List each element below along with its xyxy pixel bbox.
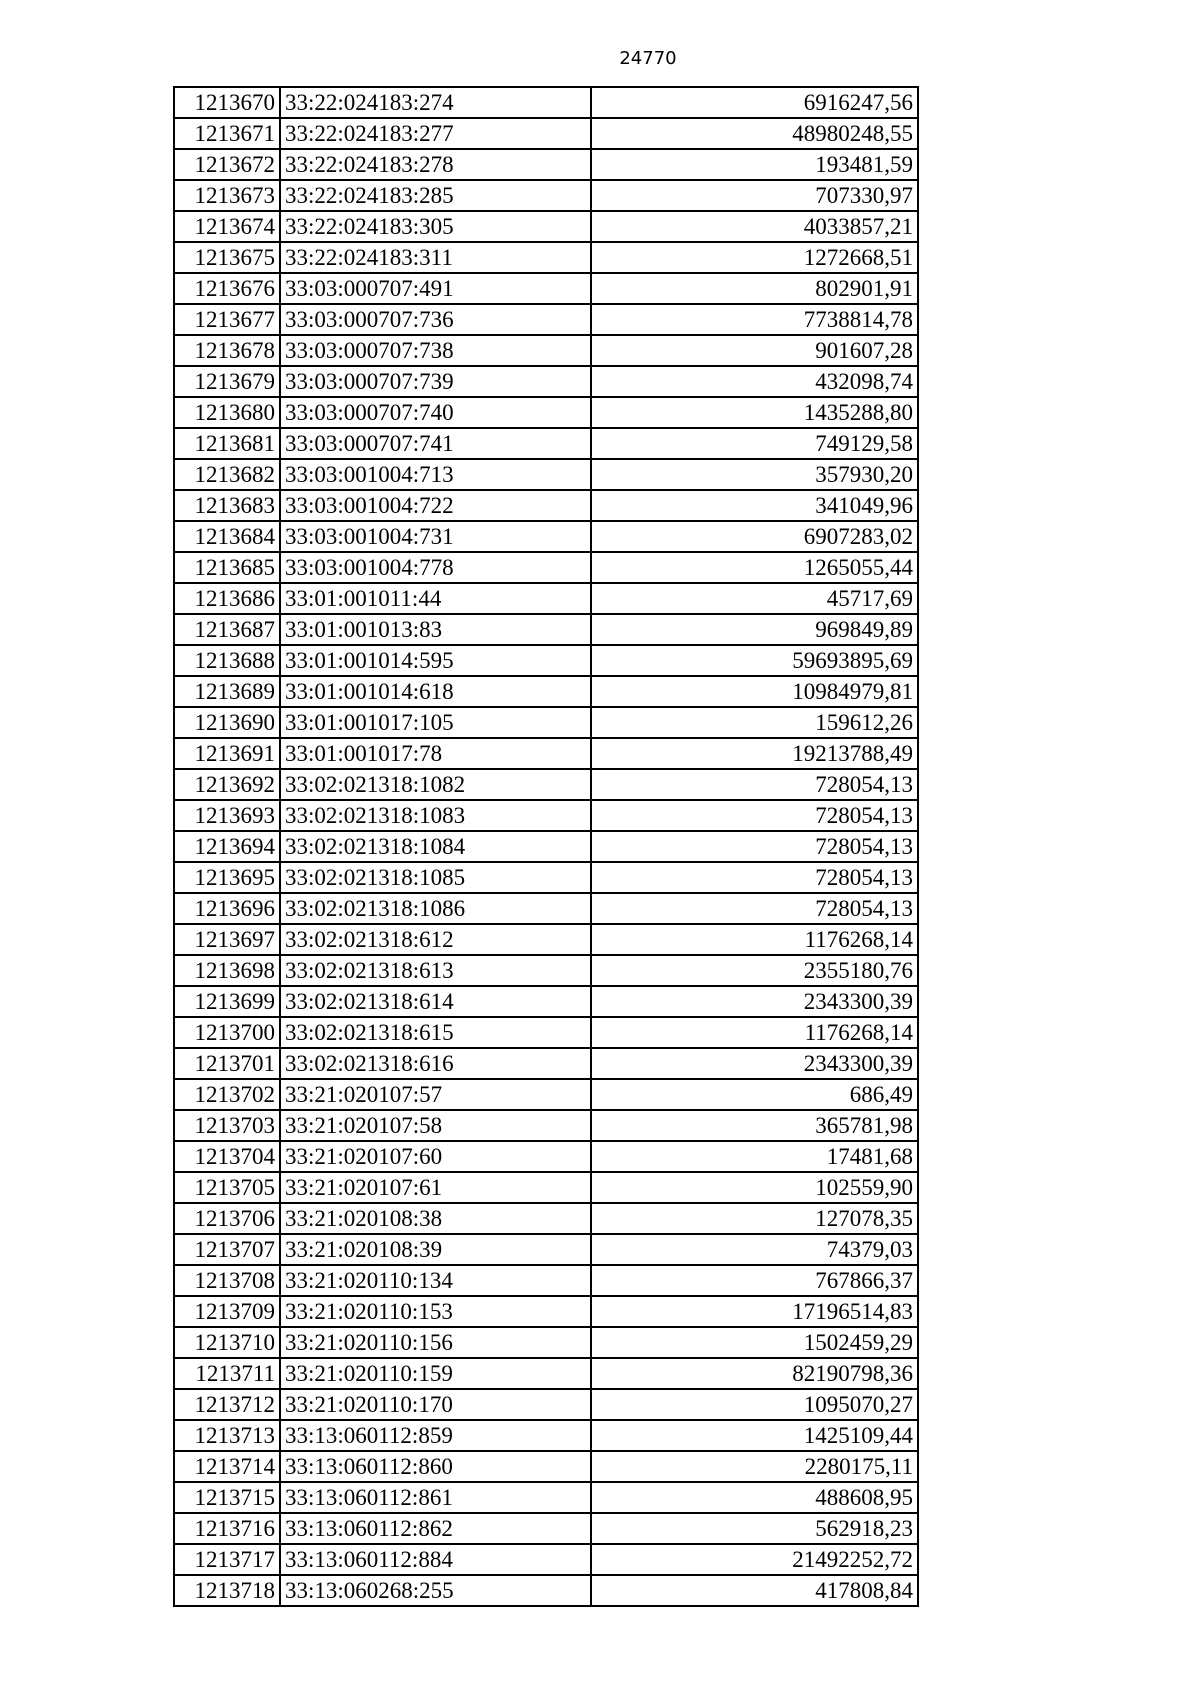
cadastral-number-cell: 33:03:000707:738	[280, 335, 591, 366]
cadastral-value-cell: 4033857,21	[591, 211, 918, 242]
cadastral-value-cell: 1502459,29	[591, 1327, 918, 1358]
cadastral-value-cell: 74379,03	[591, 1234, 918, 1265]
row-id-cell: 1213701	[174, 1048, 280, 1079]
cadastral-number-cell: 33:13:060112:861	[280, 1482, 591, 1513]
cadastral-value-cell: 2280175,11	[591, 1451, 918, 1482]
cadastral-number-cell: 33:02:021318:616	[280, 1048, 591, 1079]
row-id-cell: 1213705	[174, 1172, 280, 1203]
cadastral-number-cell: 33:03:000707:739	[280, 366, 591, 397]
table-row	[174, 1203, 918, 1234]
cadastral-value-cell: 2343300,39	[591, 986, 918, 1017]
cadastral-value-cell: 19213788,49	[591, 738, 918, 769]
row-id-cell: 1213681	[174, 428, 280, 459]
table-row	[174, 955, 918, 986]
row-id-cell: 1213687	[174, 614, 280, 645]
table-row	[174, 149, 918, 180]
row-id-cell: 1213707	[174, 1234, 280, 1265]
row-id-cell: 1213686	[174, 583, 280, 614]
table-row	[174, 459, 918, 490]
row-id-cell: 1213693	[174, 800, 280, 831]
row-id-cell: 1213694	[174, 831, 280, 862]
cadastral-value-cell: 901607,28	[591, 335, 918, 366]
table-row	[174, 1482, 918, 1513]
row-id-cell: 1213670	[174, 87, 280, 118]
cadastral-value-cell: 6907283,02	[591, 521, 918, 552]
cadastral-number-cell: 33:21:020110:170	[280, 1389, 591, 1420]
table-row	[174, 1141, 918, 1172]
table-row	[174, 800, 918, 831]
table-row	[174, 831, 918, 862]
row-id-cell: 1213682	[174, 459, 280, 490]
cadastral-value-cell: 1176268,14	[591, 1017, 918, 1048]
row-id-cell: 1213700	[174, 1017, 280, 1048]
cadastral-number-cell: 33:03:000707:740	[280, 397, 591, 428]
row-id-cell: 1213708	[174, 1265, 280, 1296]
cadastral-number-cell: 33:21:020107:57	[280, 1079, 591, 1110]
cadastral-number-cell: 33:01:001017:105	[280, 707, 591, 738]
row-id-cell: 1213711	[174, 1358, 280, 1389]
cadastral-value-cell: 728054,13	[591, 831, 918, 862]
cadastral-number-cell: 33:03:001004:778	[280, 552, 591, 583]
table-row	[174, 769, 918, 800]
cadastral-value-cell: 1095070,27	[591, 1389, 918, 1420]
row-id-cell: 1213674	[174, 211, 280, 242]
row-id-cell: 1213685	[174, 552, 280, 583]
cadastral-number-cell: 33:13:060112:862	[280, 1513, 591, 1544]
table-row	[174, 397, 918, 428]
cadastral-value-cell: 728054,13	[591, 769, 918, 800]
row-id-cell: 1213678	[174, 335, 280, 366]
cadastral-number-cell: 33:22:024183:274	[280, 87, 591, 118]
row-id-cell: 1213714	[174, 1451, 280, 1482]
row-id-cell: 1213679	[174, 366, 280, 397]
row-id-cell: 1213713	[174, 1420, 280, 1451]
cadastral-number-cell: 33:21:020110:153	[280, 1296, 591, 1327]
cadastral-value-cell: 102559,90	[591, 1172, 918, 1203]
table-row	[174, 986, 918, 1017]
row-id-cell: 1213677	[174, 304, 280, 335]
cadastral-number-cell: 33:21:020108:38	[280, 1203, 591, 1234]
row-id-cell: 1213703	[174, 1110, 280, 1141]
cadastral-value-cell: 7738814,78	[591, 304, 918, 335]
table-row	[174, 924, 918, 955]
table-row	[174, 1420, 918, 1451]
cadastral-number-cell: 33:13:060112:884	[280, 1544, 591, 1575]
table-row	[174, 521, 918, 552]
table-row	[174, 1544, 918, 1575]
cadastral-number-cell: 33:03:000707:491	[280, 273, 591, 304]
table-row	[174, 1296, 918, 1327]
cadastral-value-cell: 10984979,81	[591, 676, 918, 707]
cadastral-number-cell: 33:02:021318:1084	[280, 831, 591, 862]
cadastral-value-cell: 21492252,72	[591, 1544, 918, 1575]
table-row	[174, 1358, 918, 1389]
cadastral-number-cell: 33:21:020110:159	[280, 1358, 591, 1389]
cadastral-value-cell: 417808,84	[591, 1575, 918, 1606]
row-id-cell: 1213673	[174, 180, 280, 211]
cadastral-value-cell: 969849,89	[591, 614, 918, 645]
cadastral-value-cell: 802901,91	[591, 273, 918, 304]
cadastral-number-cell: 33:02:021318:614	[280, 986, 591, 1017]
cadastral-number-cell: 33:22:024183:277	[280, 118, 591, 149]
cadastral-value-cell: 59693895,69	[591, 645, 918, 676]
row-id-cell: 1213696	[174, 893, 280, 924]
row-id-cell: 1213702	[174, 1079, 280, 1110]
row-id-cell: 1213676	[174, 273, 280, 304]
row-id-cell: 1213695	[174, 862, 280, 893]
cadastral-number-cell: 33:03:001004:722	[280, 490, 591, 521]
table-row	[174, 552, 918, 583]
cadastral-number-cell: 33:13:060268:255	[280, 1575, 591, 1606]
table-row	[174, 242, 918, 273]
cadastral-number-cell: 33:02:021318:615	[280, 1017, 591, 1048]
row-id-cell: 1213690	[174, 707, 280, 738]
table-row	[174, 1172, 918, 1203]
cadastral-value-cell: 48980248,55	[591, 118, 918, 149]
table-row	[174, 490, 918, 521]
cadastral-number-cell: 33:21:020107:58	[280, 1110, 591, 1141]
cadastral-number-cell: 33:03:001004:731	[280, 521, 591, 552]
cadastral-number-cell: 33:03:000707:741	[280, 428, 591, 459]
cadastral-value-cell: 2343300,39	[591, 1048, 918, 1079]
row-id-cell: 1213692	[174, 769, 280, 800]
cadastral-number-cell: 33:21:020107:60	[280, 1141, 591, 1172]
row-id-cell: 1213718	[174, 1575, 280, 1606]
table-row	[174, 1079, 918, 1110]
cadastral-number-cell: 33:02:021318:1083	[280, 800, 591, 831]
row-id-cell: 1213680	[174, 397, 280, 428]
row-id-cell: 1213717	[174, 1544, 280, 1575]
cadastral-number-cell: 33:02:021318:613	[280, 955, 591, 986]
table-row	[174, 738, 918, 769]
row-id-cell: 1213704	[174, 1141, 280, 1172]
cadastral-number-cell: 33:03:001004:713	[280, 459, 591, 490]
row-id-cell: 1213688	[174, 645, 280, 676]
table-row	[174, 1234, 918, 1265]
cadastral-number-cell: 33:21:020107:61	[280, 1172, 591, 1203]
cadastral-value-cell: 193481,59	[591, 149, 918, 180]
cadastral-value-table	[173, 86, 919, 1607]
row-id-cell: 1213675	[174, 242, 280, 273]
cadastral-value-cell: 728054,13	[591, 800, 918, 831]
table-row	[174, 1048, 918, 1079]
cadastral-value-cell: 1176268,14	[591, 924, 918, 955]
row-id-cell: 1213683	[174, 490, 280, 521]
cadastral-number-cell: 33:21:020108:39	[280, 1234, 591, 1265]
table-row	[174, 118, 918, 149]
cadastral-value-cell: 488608,95	[591, 1482, 918, 1513]
row-id-cell: 1213698	[174, 955, 280, 986]
row-id-cell: 1213684	[174, 521, 280, 552]
table-row	[174, 304, 918, 335]
cadastral-value-cell: 127078,35	[591, 1203, 918, 1234]
cadastral-value-cell: 341049,96	[591, 490, 918, 521]
table-row	[174, 335, 918, 366]
cadastral-value-cell: 728054,13	[591, 862, 918, 893]
cadastral-value-cell: 1435288,80	[591, 397, 918, 428]
table-row	[174, 645, 918, 676]
cadastral-value-cell: 17196514,83	[591, 1296, 918, 1327]
cadastral-number-cell: 33:01:001014:618	[280, 676, 591, 707]
cadastral-value-cell: 1425109,44	[591, 1420, 918, 1451]
cadastral-number-cell: 33:22:024183:305	[280, 211, 591, 242]
row-id-cell: 1213706	[174, 1203, 280, 1234]
cadastral-value-cell: 357930,20	[591, 459, 918, 490]
cadastral-number-cell: 33:02:021318:612	[280, 924, 591, 955]
cadastral-number-cell: 33:01:001017:78	[280, 738, 591, 769]
table-row	[174, 1265, 918, 1296]
table-body	[174, 87, 918, 1606]
table-row	[174, 211, 918, 242]
cadastral-value-cell: 767866,37	[591, 1265, 918, 1296]
row-id-cell: 1213699	[174, 986, 280, 1017]
cadastral-number-cell: 33:02:021318:1086	[280, 893, 591, 924]
cadastral-number-cell: 33:03:000707:736	[280, 304, 591, 335]
table-row	[174, 1513, 918, 1544]
row-id-cell: 1213716	[174, 1513, 280, 1544]
cadastral-value-cell: 82190798,36	[591, 1358, 918, 1389]
cadastral-value-cell: 432098,74	[591, 366, 918, 397]
table-row	[174, 1575, 918, 1606]
table-row	[174, 87, 918, 118]
cadastral-value-cell: 159612,26	[591, 707, 918, 738]
row-id-cell: 1213710	[174, 1327, 280, 1358]
table-row	[174, 893, 918, 924]
cadastral-value-cell: 1272668,51	[591, 242, 918, 273]
row-id-cell: 1213689	[174, 676, 280, 707]
cadastral-value-cell: 728054,13	[591, 893, 918, 924]
cadastral-value-cell: 17481,68	[591, 1141, 918, 1172]
row-id-cell: 1213715	[174, 1482, 280, 1513]
page-number: 24770	[619, 48, 677, 69]
cadastral-value-cell: 562918,23	[591, 1513, 918, 1544]
cadastral-value-cell: 2355180,76	[591, 955, 918, 986]
cadastral-number-cell: 33:02:021318:1082	[280, 769, 591, 800]
table-row	[174, 1451, 918, 1482]
cadastral-number-cell: 33:22:024183:278	[280, 149, 591, 180]
row-id-cell: 1213672	[174, 149, 280, 180]
table-row	[174, 366, 918, 397]
cadastral-number-cell: 33:21:020110:156	[280, 1327, 591, 1358]
cadastral-value-cell: 6916247,56	[591, 87, 918, 118]
table-row	[174, 614, 918, 645]
cadastral-number-cell: 33:13:060112:860	[280, 1451, 591, 1482]
cadastral-number-cell: 33:02:021318:1085	[280, 862, 591, 893]
table-row	[174, 583, 918, 614]
table-row	[174, 862, 918, 893]
table-row	[174, 273, 918, 304]
cadastral-number-cell: 33:13:060112:859	[280, 1420, 591, 1451]
cadastral-value-cell: 365781,98	[591, 1110, 918, 1141]
table-row	[174, 1017, 918, 1048]
cadastral-value-cell: 686,49	[591, 1079, 918, 1110]
cadastral-value-cell: 1265055,44	[591, 552, 918, 583]
cadastral-value-cell: 707330,97	[591, 180, 918, 211]
row-id-cell: 1213691	[174, 738, 280, 769]
cadastral-value-cell: 749129,58	[591, 428, 918, 459]
cadastral-number-cell: 33:21:020110:134	[280, 1265, 591, 1296]
row-id-cell: 1213697	[174, 924, 280, 955]
row-id-cell: 1213671	[174, 118, 280, 149]
row-id-cell: 1213712	[174, 1389, 280, 1420]
table-row	[174, 180, 918, 211]
table-row	[174, 428, 918, 459]
cadastral-value-cell: 45717,69	[591, 583, 918, 614]
table-row	[174, 676, 918, 707]
row-id-cell: 1213709	[174, 1296, 280, 1327]
cadastral-number-cell: 33:22:024183:311	[280, 242, 591, 273]
cadastral-number-cell: 33:01:001014:595	[280, 645, 591, 676]
table-row	[174, 707, 918, 738]
table-row	[174, 1327, 918, 1358]
cadastral-number-cell: 33:22:024183:285	[280, 180, 591, 211]
table-row	[174, 1389, 918, 1420]
cadastral-number-cell: 33:01:001013:83	[280, 614, 591, 645]
table-row	[174, 1110, 918, 1141]
cadastral-number-cell: 33:01:001011:44	[280, 583, 591, 614]
